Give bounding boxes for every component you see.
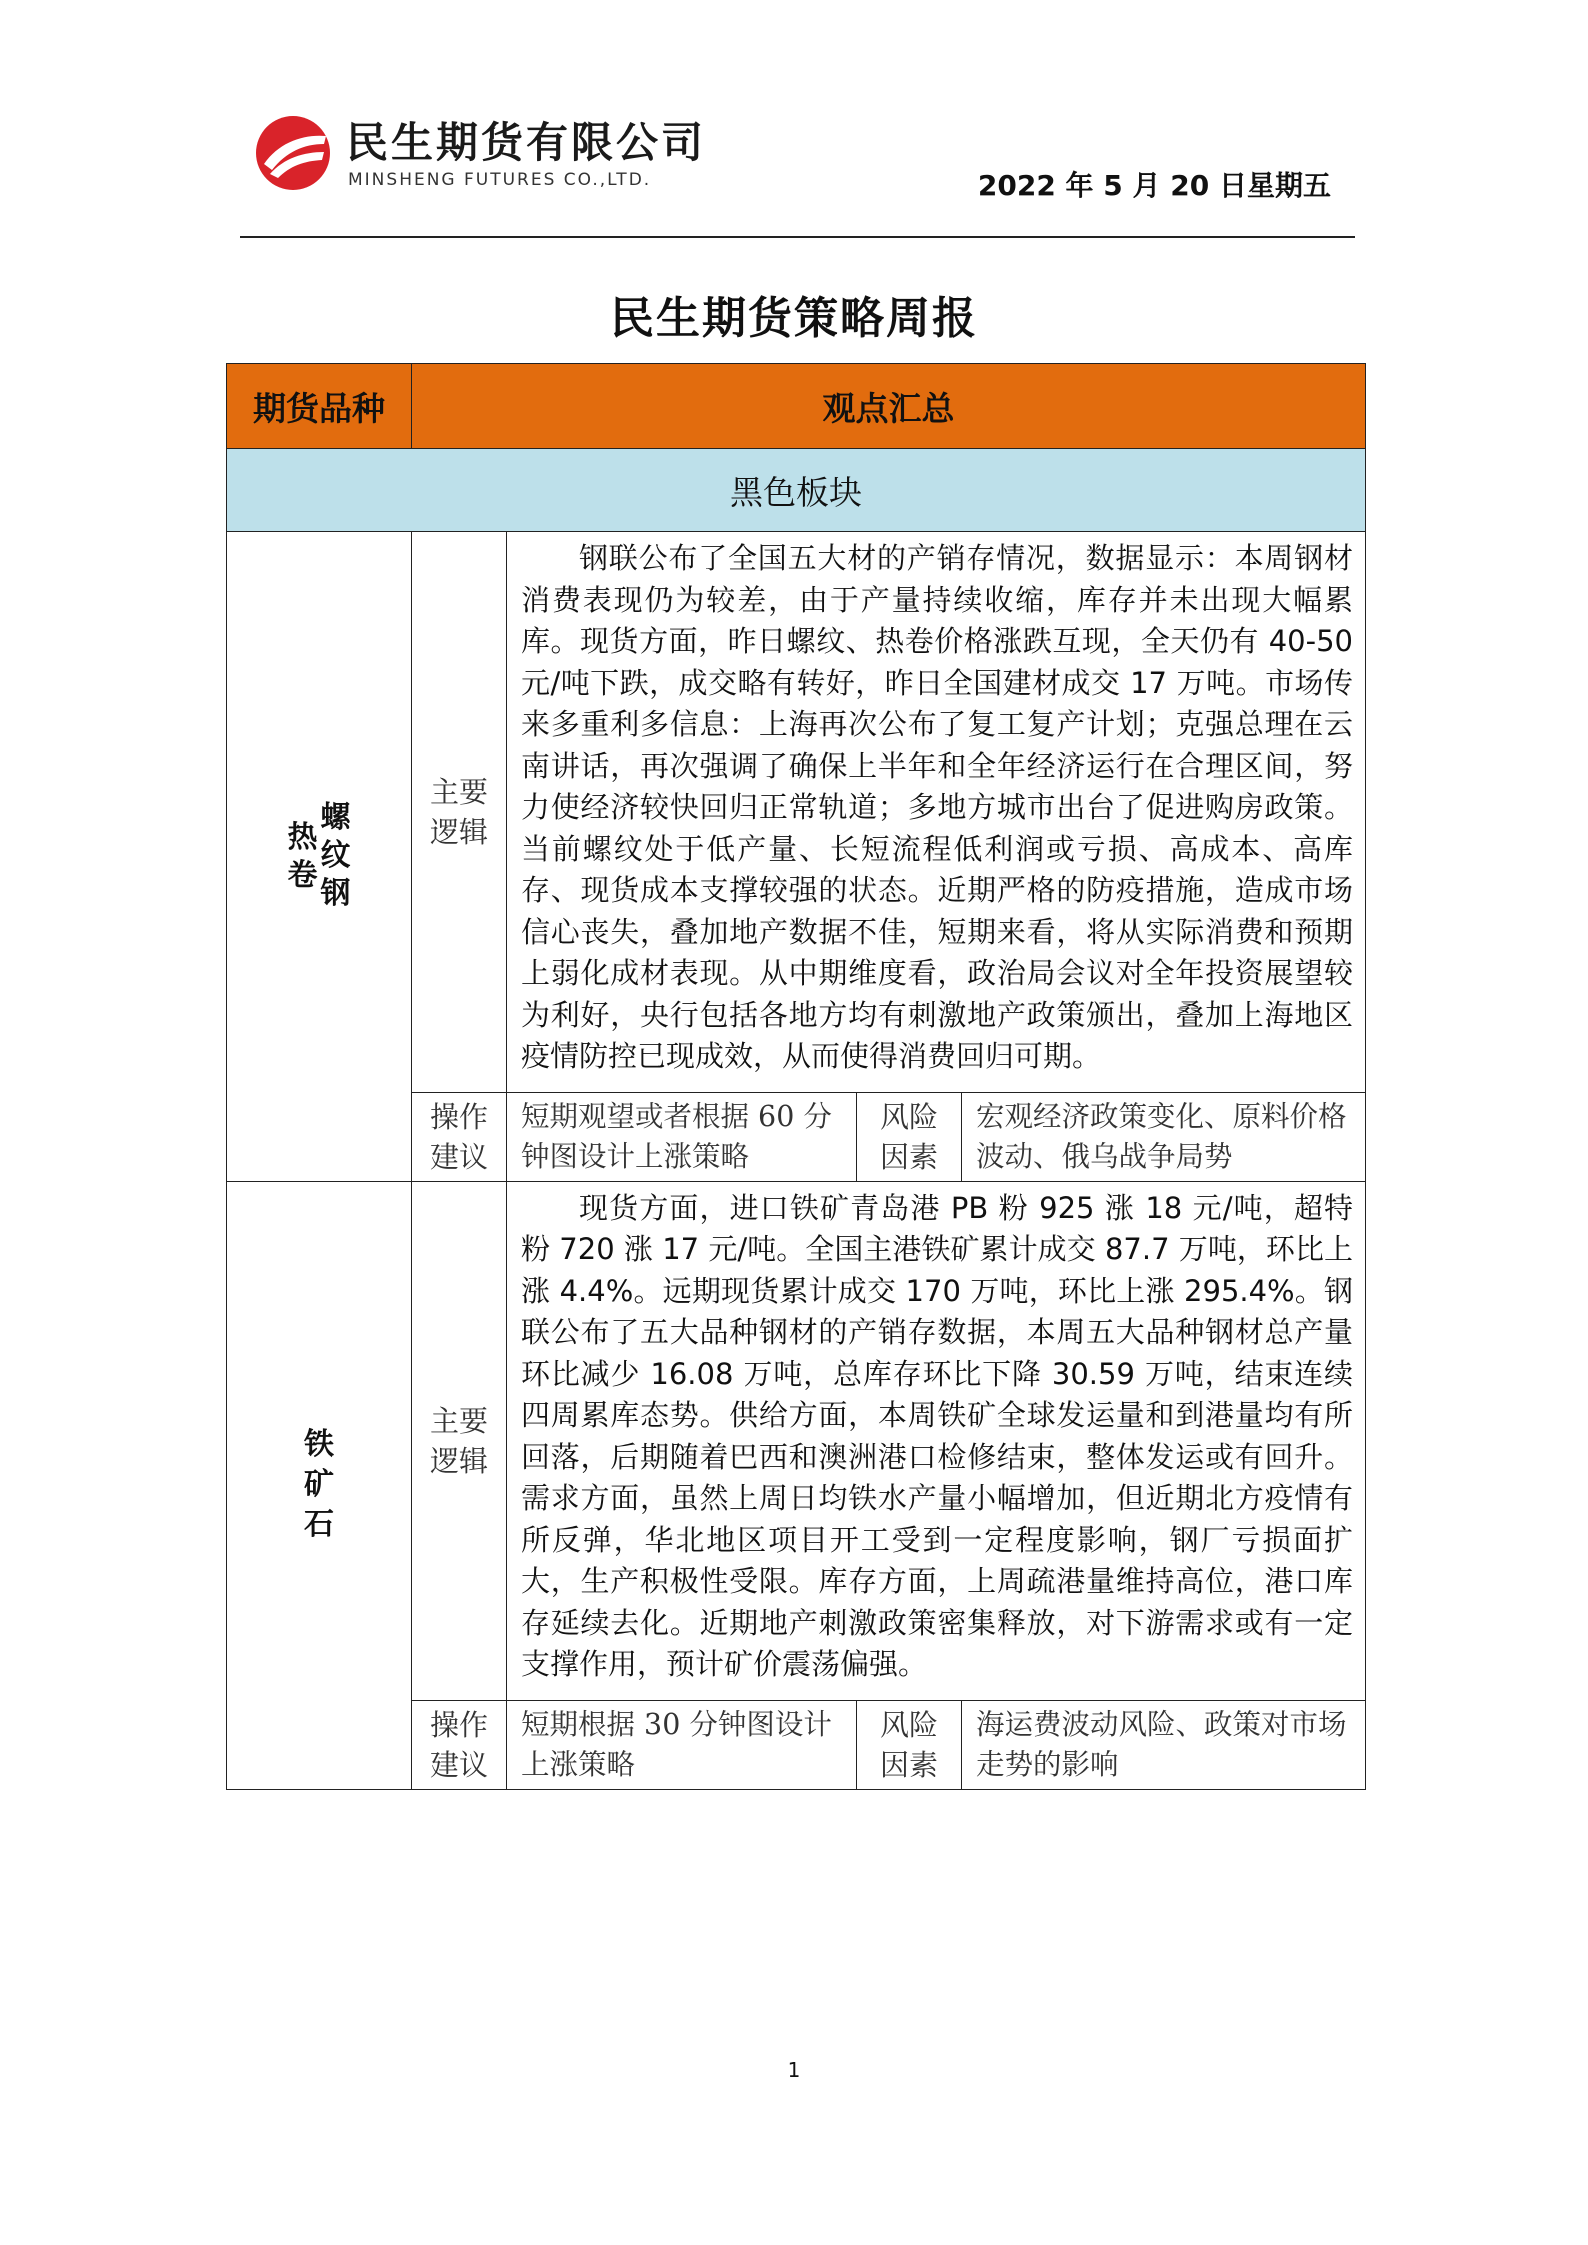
variety-cell-iron-ore: [227, 1181, 412, 1789]
variety-name-col2: 螺纹钢: [320, 800, 351, 912]
logic-text: 现货方面，进口铁矿青岛港 PB 粉 925 涨 18 元/吨，超特粉 720 涨 17 元/吨。全国主港铁矿累计成交 87.7 万吨，环比上涨 4.4%。远期现货累计成交 170 万吨，环比上涨 295.4%。钢联公布了五大品种钢材的产销存数据，本周五大品种钢材总产量环比减少 16.08 万吨，总库存环比下降 30.59 万吨，结束连续四周累库态势。供给方面，本周铁矿全球发运量和到港量均有所回落，后期随着巴西和澳洲港口检修结束，整体发运或有回升。需求方面，虽然上周日均铁水产量小幅增加，但近期北方疫情有所反弹，华北地区项目开工受到一定程度影响，钢厂亏损面扩大，生产积极性受限。库存方面，上周疏港量维持高位，港口库存延续去化。近期地产刺激政策密集释放，对下游需求或有一定支撑作用，预计矿价震荡偏强。: [507, 1181, 1366, 1700]
header-variety: 期货品种: [227, 364, 412, 449]
risk-label: 风险因素: [857, 1092, 962, 1181]
risk-text: 宏观经济政策变化、原料价格波动、俄乌战争局势: [962, 1092, 1366, 1181]
logic-label: 主要逻辑: [412, 532, 507, 1093]
table-row: [227, 532, 1366, 1093]
company-logo: [254, 108, 734, 198]
op-text: 短期观望或者根据 60 分钟图设计上涨策略: [507, 1092, 857, 1181]
table-header-row: [227, 364, 1366, 449]
variety-name-col1: 热卷: [287, 820, 318, 894]
variety-name: 铁矿石: [304, 1427, 334, 1542]
risk-label: 风险因素: [857, 1700, 962, 1789]
sector-row: [227, 449, 1366, 532]
report-title: 民生期货策略周报: [610, 293, 978, 344]
variety-name: [286, 799, 352, 913]
strategy-table: [226, 363, 1366, 1790]
company-name-en: MINSHENG FUTURES CO.,LTD.: [348, 170, 652, 190]
header-summary: 观点汇总: [412, 364, 1366, 449]
page-header: [240, 108, 1355, 238]
op-label: 操作建议: [412, 1092, 507, 1181]
op-text: 短期根据 30 分钟图设计上涨策略: [507, 1700, 857, 1789]
table-row: [227, 1181, 1366, 1700]
logic-label: 主要逻辑: [412, 1181, 507, 1700]
minsheng-logo-icon: [254, 114, 332, 192]
report-date: 2022 年 5 月 20 日星期五: [977, 169, 1331, 202]
company-name-cn: 民生期货有限公司: [346, 118, 707, 167]
sector-label: 黑色板块: [227, 449, 1366, 532]
risk-text: 海运费波动风险、政策对市场走势的影响: [962, 1700, 1366, 1789]
header-divider: [240, 236, 1355, 238]
variety-cell-rebar-hrc: [227, 532, 412, 1182]
op-label: 操作建议: [412, 1700, 507, 1789]
logic-text: 钢联公布了全国五大材的产销存情况，数据显示：本周钢材消费表现仍为较差，由于产量持续收缩，库存并未出现大幅累库。现货方面，昨日螺纹、热卷价格涨跌互现，全天仍有 40-50 元/吨下跌，成交略有转好，昨日全国建材成交 17 万吨。市场传来多重利多信息：上海再次公布了复工复产计划；克强总理在云南讲话，再次强调了确保上半年和全年经济运行在合理区间，努力使经济较快回归正常轨道；多地方城市出台了促进购房政策。当前螺纹处于低产量、长短流程低利润或亏损、高成本、高库存、现货成本支撑较强的状态。近期严格的防疫措施，造成市场信心丧失，叠加地产数据不佳，短期来看，将从实际消费和预期上弱化成材表现。从中期维度看，政治局会议对全年投资展望较为利好，央行包括各地方均有刺激地产政策颁出，叠加上海地区疫情防控已现成效，从而使得消费回归可期。: [507, 532, 1366, 1093]
page-number: 1: [787, 2058, 801, 2082]
